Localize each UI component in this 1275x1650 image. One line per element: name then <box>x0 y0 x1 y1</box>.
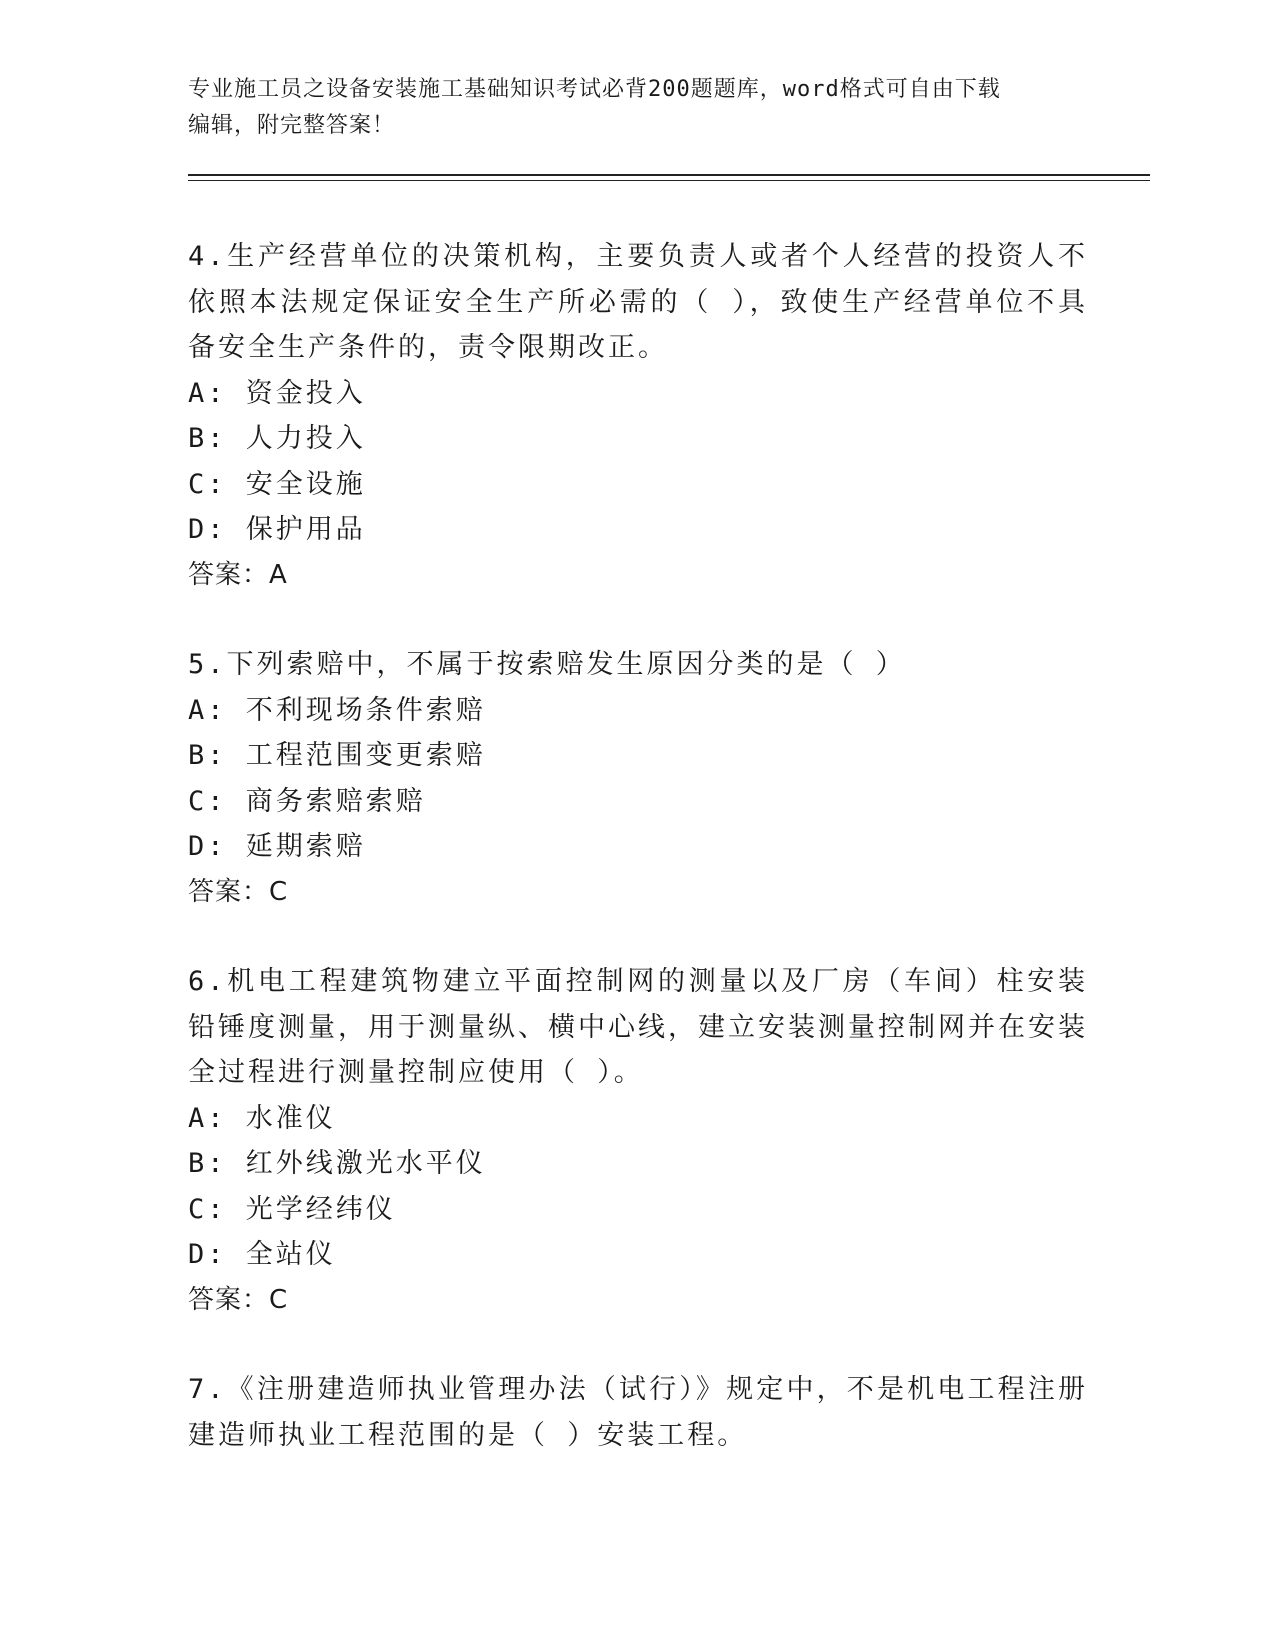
question-text: 4.生产经营单位的决策机构，主要负责人或者个人经营的投资人不依照本法规定保证安全生产所必需的（ ），致使生产经营单位不具备安全生产条件的，责令限期改正。 <box>188 241 1088 363</box>
option-d: D: 保护用品 <box>188 514 366 545</box>
option-d: D: 延期索赔 <box>188 831 366 862</box>
document-header <box>188 72 1068 144</box>
header-divider-thin <box>188 180 1150 181</box>
question-text: 6.机电工程建筑物建立平面控制网的测量以及厂房（车间）柱安装铅锤度测量，用于测量纵、横中心线，建立安装测量控制网并在安装全过程进行测量控制应使用（ ）。 <box>188 966 1088 1088</box>
header-divider <box>188 174 1150 176</box>
answer-line: 答案：C <box>188 876 289 907</box>
option-a: A: 资金投入 <box>188 377 366 409</box>
option-c: C: 光学经纬仪 <box>188 1193 396 1225</box>
question-item <box>188 959 1088 1323</box>
header-title-line1: 专业施工员之设备安装施工基础知识考试必背200题题库，word格式可自由下载 <box>188 77 1001 102</box>
question-text: 5.下列索赔中，不属于按索赔发生原因分类的是（ ） <box>188 649 906 680</box>
question-text: 7.《注册建造师执业管理办法（试行）》规定中，不是机电工程注册建造师执业工程范围的是（ ）安装工程。 <box>188 1374 1088 1451</box>
answer-line: 答案：A <box>188 559 288 590</box>
answer-line: 答案：C <box>188 1284 289 1315</box>
header-title-line2: 编辑，附完整答案！ <box>188 113 396 138</box>
option-a: A: 水准仪 <box>188 1102 336 1134</box>
option-c: C: 商务索赔索赔 <box>188 785 426 817</box>
option-b: B: 工程范围变更索赔 <box>188 740 486 771</box>
option-b: B: 红外线激光水平仪 <box>188 1148 486 1179</box>
option-d: D: 全站仪 <box>188 1239 336 1270</box>
option-c: C: 安全设施 <box>188 468 366 500</box>
option-b: B: 人力投入 <box>188 423 366 454</box>
option-a: A: 不利现场条件索赔 <box>188 694 486 726</box>
question-list <box>188 234 1088 1502</box>
question-item <box>188 1367 1088 1458</box>
question-item <box>188 642 1088 915</box>
question-item <box>188 234 1088 598</box>
